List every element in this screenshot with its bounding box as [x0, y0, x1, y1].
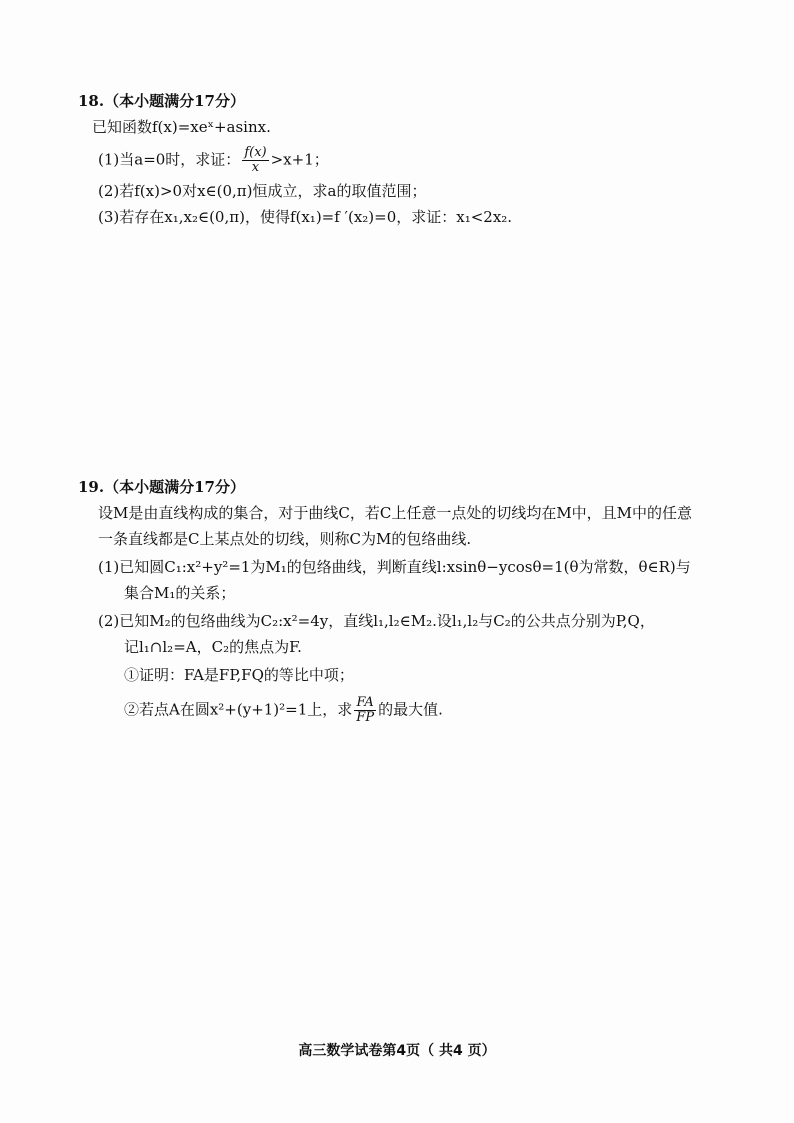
- q18-header: 18.（本小题满分17分）: [78, 92, 245, 110]
- fraction-denominator: FP: [356, 710, 375, 725]
- q18-part1: [98, 146, 329, 175]
- q19-stem-line1: 设M是由直线构成的集合，对于曲线C，若C上任意一点处的切线均在M中，且M中的任意: [98, 504, 693, 522]
- page-footer: 高三数学试卷第4页（ 共4 页）: [298, 1043, 496, 1059]
- q19-part2-line1: (2)已知M₂的包络曲线为C₂:x²=4y，直线l₁,l₂∈M₂.设l₁,l₂与C₂的公共点分别为P,Q，: [98, 612, 655, 630]
- q19-part2-sub1: ①证明：FA是FP,FQ的等比中项；: [124, 666, 354, 684]
- q19-part1-line2: 集合M₁的关系；: [124, 584, 236, 602]
- fraction-numerator: f(x): [244, 145, 267, 160]
- q19-part2-line2: 记l₁∩l₂=A，C₂的焦点为F.: [124, 638, 302, 656]
- q18-part3: (3)若存在x₁,x₂∈(0,π)，使得f(x₁)=f ′(x₂)=0，求证：x₁<2x₂.: [98, 208, 513, 226]
- q18-part1-tail: >x+1；: [270, 150, 329, 169]
- q19-part1-line1: (1)已知圆C₁:x²+y²=1为M₁的包络曲线，判断直线l:xsinθ−ycosθ=1(θ为常数，θ∈R)与: [98, 558, 691, 576]
- q19-sub2-fraction: [354, 696, 376, 725]
- q18-part2: (2)若f(x)>0对x∈(0,π)恒成立，求a的取值范围；: [98, 182, 427, 200]
- q18-part1-text: (1)当a=0时，求证：: [98, 150, 241, 169]
- fraction-denominator: x: [251, 160, 260, 175]
- q19-header: 19.（本小题满分17分）: [78, 478, 245, 496]
- q18-part1-fraction: [242, 146, 268, 175]
- q19-stem-line2: 一条直线都是C上某点处的切线，则称C为M的包络曲线.: [98, 530, 472, 548]
- fraction-numerator: FA: [354, 696, 376, 711]
- q18-stem: 已知函数f(x)=xeˣ+asinx.: [92, 118, 271, 136]
- q19-part2-sub2: [124, 696, 443, 725]
- q19-sub2-text: ②若点A在圆x²+(y+1)²=1上，求: [124, 700, 353, 719]
- q19-sub2-tail: 的最大值.: [378, 700, 443, 719]
